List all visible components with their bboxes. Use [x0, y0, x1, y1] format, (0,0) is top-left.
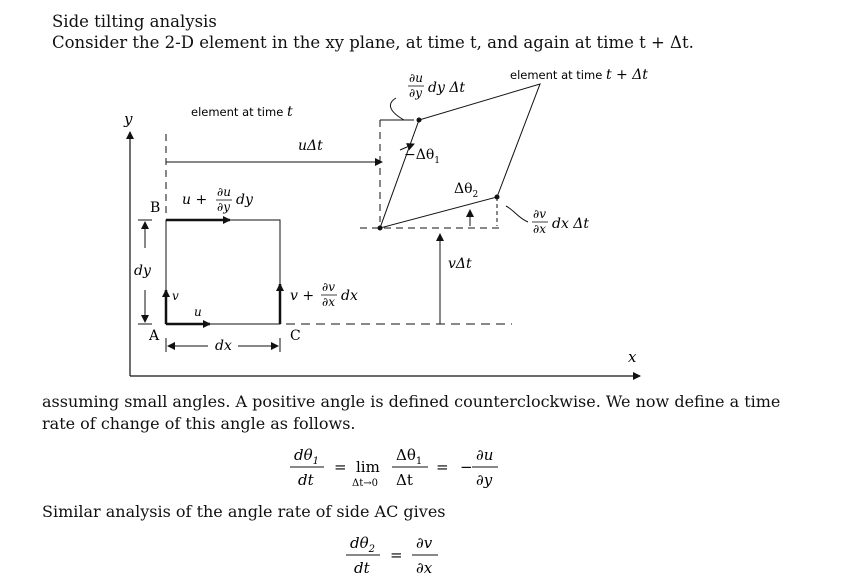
- dv-dx-den: ∂x: [533, 222, 546, 236]
- svg-text:=: =: [334, 458, 347, 476]
- svg-text:−: −: [460, 458, 473, 476]
- svg-text:Δt: Δt: [396, 471, 413, 489]
- svg-text:dθ2: $d\theta_2$: [350, 534, 376, 555]
- svg-text:lim: lim: [356, 458, 380, 476]
- dv-dx-pointer: [506, 206, 528, 222]
- label-v-dt: vΔt: [448, 256, 472, 272]
- svg-text:=: =: [390, 546, 403, 564]
- svg-text:Δt→0: Δt→0: [352, 478, 378, 489]
- svg-text:dθ1: $d\theta_1$: [294, 446, 320, 467]
- svg-text:dt: dt: [354, 559, 370, 577]
- point-c-label: C: [290, 328, 301, 344]
- element-at-t: [166, 220, 280, 324]
- u-plus: u +: [182, 192, 208, 208]
- label-dtheta2: $\Delta\theta_2$: [454, 181, 479, 200]
- paragraph-rate: rate of change of this angle as follows.: [42, 414, 356, 433]
- svg-text:∂y: ∂y: [476, 471, 493, 489]
- y-axis-label: y: [124, 110, 133, 128]
- du-dy-den: ∂y: [409, 86, 422, 100]
- du-dy-pointer: [390, 98, 404, 120]
- du-dy-tail: dy Δt: [428, 80, 466, 96]
- point-b-label: B: [150, 200, 161, 216]
- svg-text:∂v: ∂v: [416, 534, 433, 552]
- label-u-dt: uΔt: [298, 138, 323, 154]
- paragraph-small-angles: assuming small angles. A positive angle is defined counterclockwise. We now define a time: [42, 392, 781, 411]
- v-plus-num: ∂v: [322, 280, 335, 294]
- v-plus: v +: [290, 288, 315, 304]
- svg-text:dt: dt: [298, 471, 314, 489]
- v-plus-tail: dx: [341, 288, 358, 304]
- intro-sentence: Consider the 2-D element in the xy plane, at time t, and again at time t + Δt.: [52, 33, 694, 52]
- dv-dx-tail: dx Δt: [552, 216, 590, 232]
- svg-text:Δθ1: $\Delta\theta_1$: [396, 446, 423, 467]
- point-a-label: A: [149, 328, 160, 344]
- u-plus-den: ∂y: [217, 200, 230, 214]
- label-dx: dx: [215, 338, 232, 354]
- equation-theta1-rate: [280, 440, 520, 496]
- paragraph-similar: Similar analysis of the angle rate of side AC gives: [42, 502, 446, 521]
- dv-dx-num: ∂v: [533, 207, 546, 221]
- label-neg-dtheta1: $-\Delta\theta_1$: [404, 147, 441, 166]
- corner-point: [417, 118, 422, 123]
- v-plus-den: ∂x: [322, 295, 335, 309]
- svg-text:∂u: ∂u: [476, 446, 494, 464]
- label-element-t: element at time t: [191, 104, 293, 120]
- du-dy-num: ∂u: [409, 71, 423, 85]
- section-heading: Side tilting analysis: [52, 12, 217, 31]
- svg-text:=: =: [436, 458, 449, 476]
- svg-text:∂x: ∂x: [416, 559, 433, 577]
- u-plus-num: ∂u: [217, 185, 231, 199]
- label-v: v: [172, 289, 179, 303]
- u-plus-tail: dy: [236, 192, 253, 208]
- equation-theta2-rate: [340, 530, 460, 586]
- label-dy: dy: [134, 263, 151, 279]
- label-element-t-dt: element at time t + Δt: [510, 67, 648, 83]
- label-u: u: [194, 305, 202, 319]
- x-axis-label: x: [628, 348, 637, 366]
